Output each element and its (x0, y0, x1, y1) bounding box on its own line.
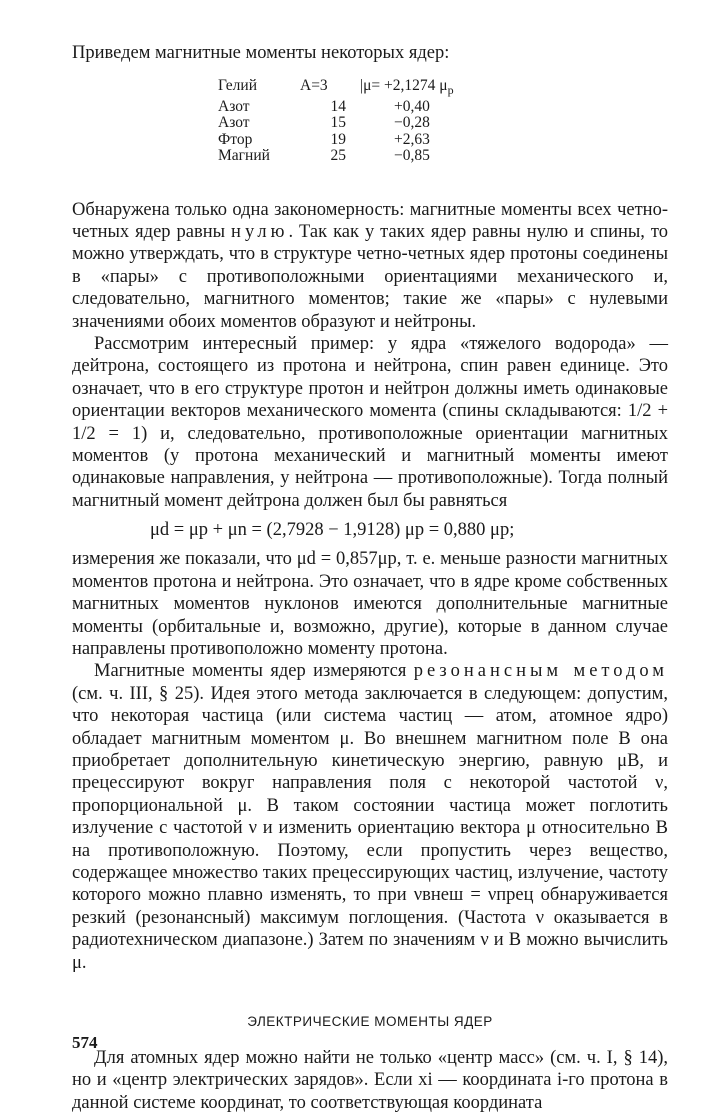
mass-number: 19 (330, 130, 346, 148)
mass-number: 15 (330, 114, 346, 132)
nucleus-name: Азот (218, 97, 250, 115)
mu-value: −0,85 (394, 147, 430, 165)
mu-value: +0,40 (394, 97, 430, 115)
magnetic-moment (360, 78, 454, 99)
magnetic-moments-table (218, 78, 454, 165)
mu-value: −0,28 (394, 114, 430, 132)
paragraph-text: Обнаружена только одна закономерность: магнитные моменты всех четно-четных ядер равны (72, 199, 668, 242)
nucleus-name: Гелий (218, 77, 257, 94)
paragraph-text: (см. ч. III, § 25). Идея этого метода заключается в следующем: допустим, что некоторая частица (или система частиц — атом, атомное ядро) обладает магнитным моментом μ. Во внешнем магнитном поле B она приобретает дополнительную кинетическую энергию, равную μB, и прецессируют вокруг направления поля с некоторой частотой ν, пропорциональной μ. В таком состоянии частица может поглотить излучение с частотой ν и изменить ориентацию вектора μ относительно B на противоположную. Поэтому, если пропустить через вещество, содержащее множество таких прецессирующих частиц, излучение, частоту которого можно плавно изменять, то при νвнеш = νпрец обнаруживается резкий (резонансный) максимум поглощения. (Частота ν оказывается в радиотехническом диапазоне.) Затем по значениям ν и B можно вычислить μ. (72, 683, 668, 973)
table-row (218, 132, 454, 149)
nucleus-name: Магний (218, 147, 270, 165)
magnetic-moment (360, 115, 454, 132)
paragraph-text: . Так как у таких ядер равны нулю и спины, то можно утверждать, что в структуре четно-четных ядер протоны соединены в «пары» с противоположными ориентациями механического и, следовательно, магнитного моментов; такие же «пары» с нулевыми значениями обоих моментов образуют и нейтроны. (72, 222, 668, 332)
mass-number: 14 (330, 97, 346, 115)
mass-number: A=3 (300, 77, 328, 94)
emphasis-resonance-method: резонансным методом (413, 661, 668, 682)
mass-number: 25 (330, 147, 346, 165)
deuteron-formula: μd = μp + μn = (2,7928 − 1,9128) μp = 0,880 μp; (150, 520, 515, 541)
intro-text: Приведем магнитные моменты некоторых ядер: (72, 43, 450, 63)
paragraph-measurement: измерения же показали, что μd = 0,857μp, т. е. меньше разности магнитных моментов протона и нейтрона. Это означает, что в ядре кроме собственных магнитных моментов нуклонов имеются дополнительные магнитные моменты (орбитальные и, возможно, другие), которые в данном случае направлены противоположно моменту протона. (72, 549, 668, 659)
nucleus-name: Азот (218, 114, 250, 132)
magnetic-moment (360, 132, 454, 149)
paragraph-pairing (72, 199, 668, 333)
paragraph-deuteron: Рассмотрим интересный пример: у ядра «тяжелого водорода» — дейтрона, состоящего из протона и нейтрона, спин равен единице. Это означает, что в его структуре протон и нейтрон должны иметь одинаковые ориентации векторов механического момента (спины складываются: 1/2 + 1/2 = 1) и, следовательно, противоположные ориентации магнитных моментов (у протона механический и магнитный моменты имеют одинаковые направления, у нейтрона — противоположные). Тогда полный магнитный момент дейтрона должен был бы равняться (72, 334, 668, 511)
page-content (72, 42, 668, 1114)
mu-unit: μ (439, 77, 448, 94)
emphasis-zero: нулю (231, 222, 289, 242)
paragraph-electric: Для атомных ядер можно найти не только «центр масс» (см. ч. I, § 14), но и «центр электрических зарядов». Если xi — координата i-го протона в данной системе координат, то соответствующая координата (72, 1048, 668, 1113)
table-row (218, 99, 454, 116)
mu-unit-sub: p (447, 83, 454, 98)
table-row (218, 78, 454, 99)
mu-prefix: |μ= (360, 77, 381, 94)
magnetic-moment (360, 99, 454, 116)
paragraph-resonance (72, 660, 668, 974)
section-heading: ЭЛЕКТРИЧЕСКИЕ МОМЕНТЫ ЯДЕР (247, 1014, 493, 1029)
mu-value: +2,1274 (384, 77, 436, 94)
page-number: 574 (72, 1033, 98, 1052)
table-row (218, 115, 454, 132)
paragraph-text: Магнитные моменты ядер измеряются (94, 661, 414, 682)
mu-value: +2,63 (394, 130, 430, 148)
table-row (218, 148, 454, 165)
nucleus-name: Фтор (218, 130, 253, 148)
magnetic-moment (360, 148, 454, 165)
